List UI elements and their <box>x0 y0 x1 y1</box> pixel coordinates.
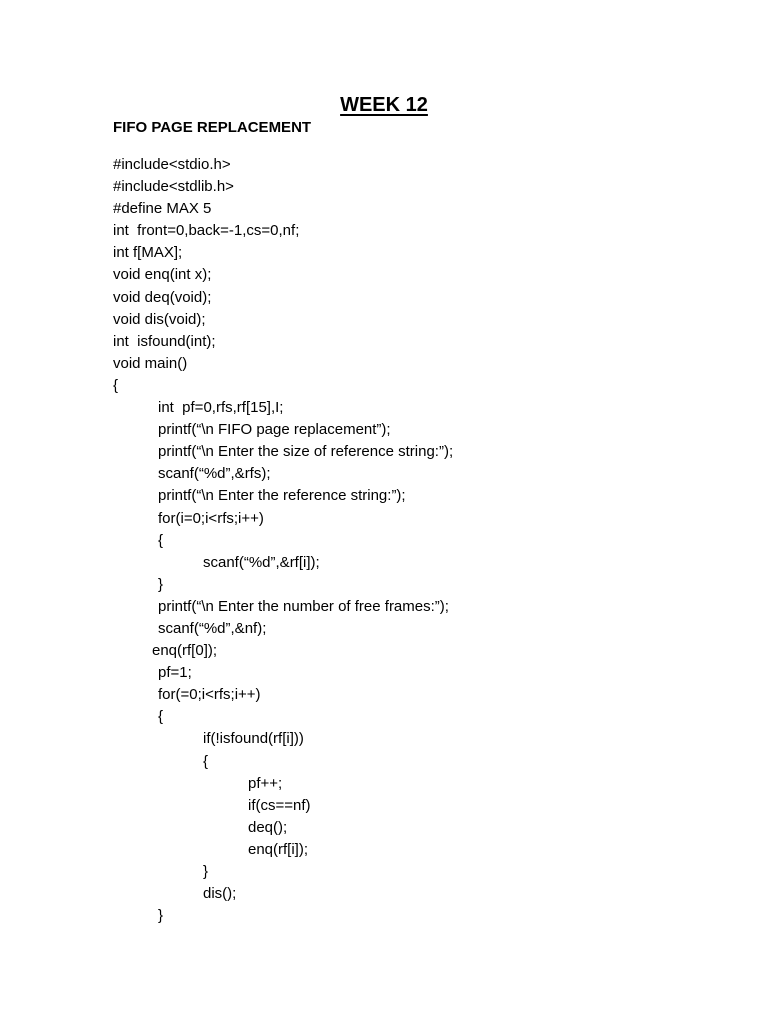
code-line: int front=0,back=-1,cs=0,nf; <box>113 222 300 240</box>
code-line: printf(“\n Enter the reference string:”); <box>158 487 406 505</box>
code-line: } <box>158 575 164 593</box>
code-line: { <box>158 531 164 549</box>
code-line: printf(“\n Enter the number of free frames:”); <box>158 597 449 615</box>
code-line: { <box>203 752 209 770</box>
code-line: void deq(void); <box>113 288 212 306</box>
code-line: void enq(int x); <box>113 266 212 284</box>
code-line: void dis(void); <box>113 310 206 328</box>
code-line: for(i=0;i<rfs;i++) <box>158 509 264 527</box>
code-line: pf=1; <box>158 664 192 682</box>
code-line: deq(); <box>248 818 288 836</box>
code-line: scanf(“%d”,&rfs); <box>158 465 271 483</box>
code-line: #include<stdlib.h> <box>113 178 234 196</box>
code-line: if(cs==nf) <box>248 796 311 814</box>
code-line: #define MAX 5 <box>113 200 212 218</box>
code-line: enq(rf[0]); <box>152 642 218 660</box>
code-line: pf++; <box>248 774 283 792</box>
code-line: printf(“\n FIFO page replacement”); <box>158 421 391 439</box>
code-line: scanf(“%d”,&rf[i]); <box>203 553 320 571</box>
week-title: WEEK 12 <box>340 94 428 116</box>
code-line: void main() <box>113 354 188 372</box>
section-heading: FIFO PAGE REPLACEMENT <box>113 119 312 136</box>
code-line: { <box>158 708 164 726</box>
code-listing <box>113 154 733 927</box>
code-line: #include<stdio.h> <box>113 156 231 173</box>
code-line: for(=0;i<rfs;i++) <box>158 686 261 704</box>
code-line: printf(“\n Enter the size of reference string:”); <box>158 443 454 461</box>
code-line: scanf(“%d”,&nf); <box>158 619 267 637</box>
code-line: if(!isfound(rf[i])) <box>203 730 304 748</box>
code-line: int isfound(int); <box>113 332 216 350</box>
code-line: enq(rf[i]); <box>248 840 309 858</box>
code-line: { <box>113 376 119 394</box>
code-line: int pf=0,rfs,rf[15],I; <box>158 399 284 417</box>
code-line: int f[MAX]; <box>113 244 183 262</box>
code-line: } <box>203 863 209 880</box>
code-line: dis(); <box>203 885 237 903</box>
code-line: } <box>158 907 164 925</box>
